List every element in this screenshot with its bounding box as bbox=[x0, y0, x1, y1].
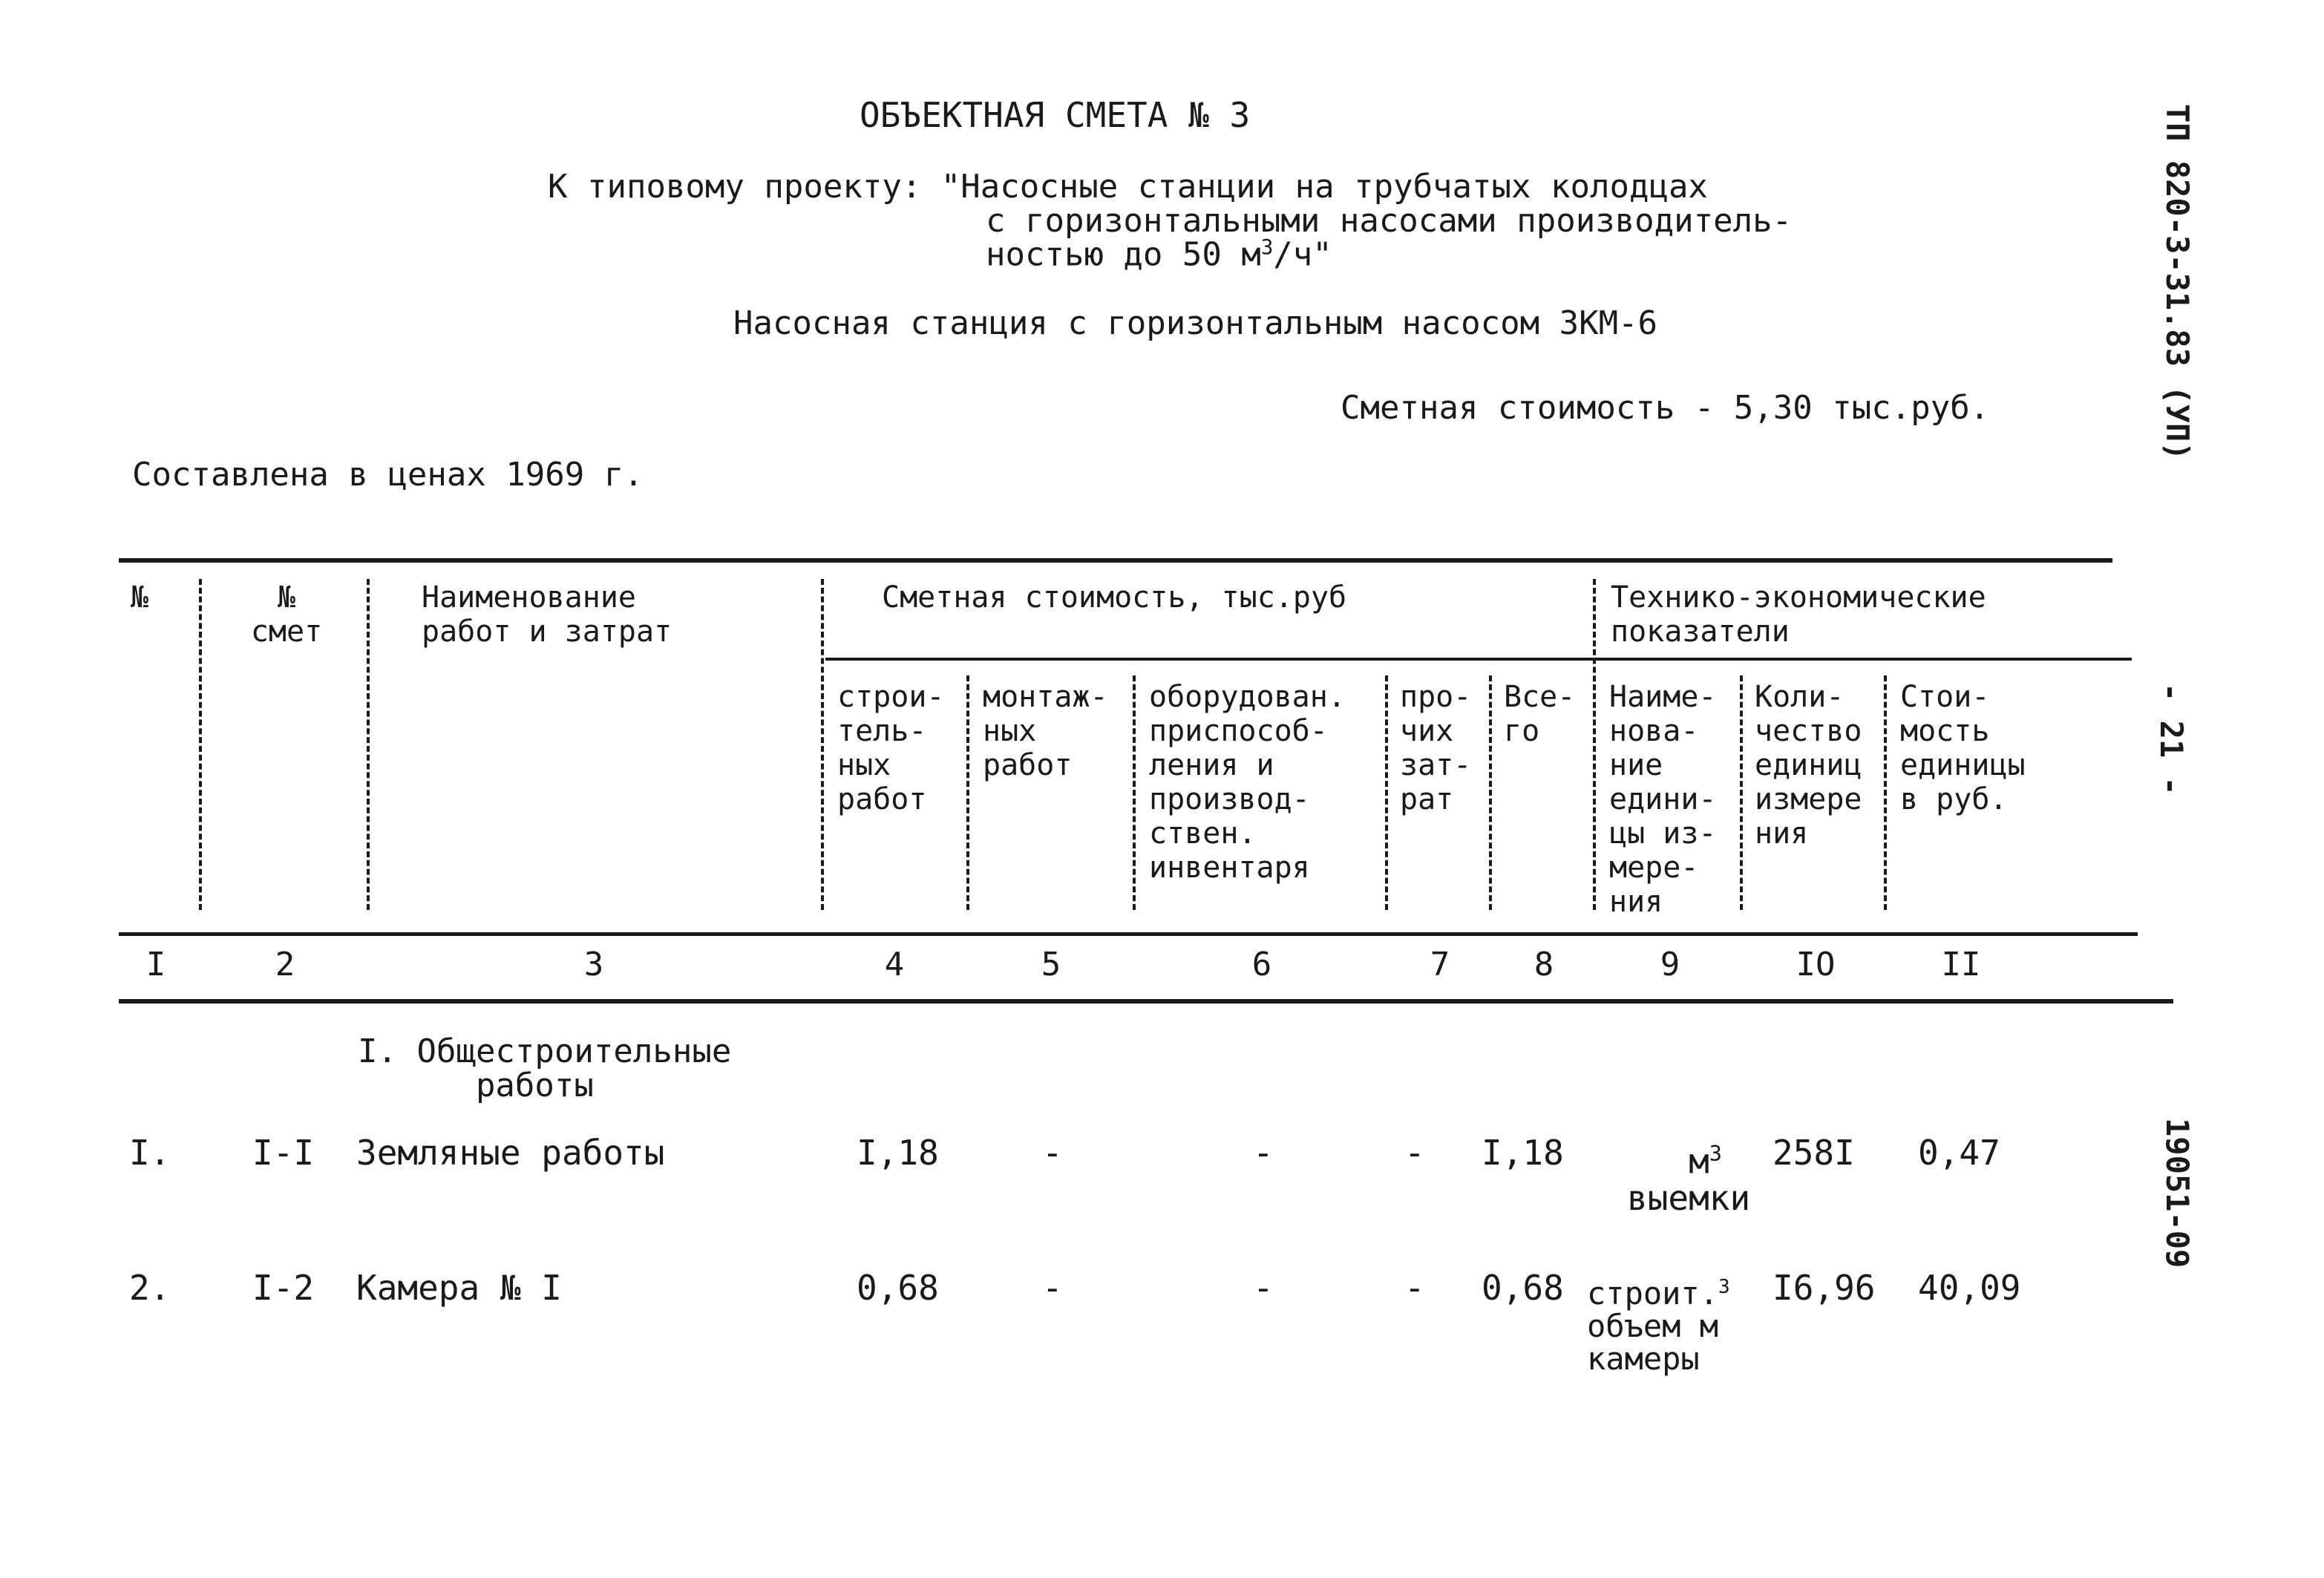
row-equipment: - bbox=[1253, 1268, 1274, 1308]
row-quantity: I6,96 bbox=[1773, 1268, 1876, 1308]
divider-col4 bbox=[966, 675, 969, 910]
header-unit-name: Наиме- нова- ние едини- цы из- мере- ния bbox=[1609, 680, 1717, 919]
header-number: № bbox=[131, 580, 149, 615]
header-quantity: Коли- чество единиц измере ния bbox=[1755, 680, 1862, 851]
column-number-6: 6 bbox=[1251, 946, 1272, 983]
divider-col6 bbox=[1385, 675, 1388, 910]
row-installation: - bbox=[1042, 1268, 1063, 1308]
row-estimate: I-I bbox=[252, 1133, 315, 1173]
row-quantity: 258I bbox=[1773, 1133, 1855, 1173]
row-number: 2. bbox=[129, 1268, 171, 1308]
row-total: I,18 bbox=[1482, 1133, 1564, 1173]
header-estimated-cost-group: Сметная стоимость, тыс.руб bbox=[882, 580, 1347, 615]
project-line-3: ностью до 50 $м^3/ч$" bbox=[986, 235, 1332, 274]
estimated-cost: Сметная стоимость - 5,30 тыс.руб. bbox=[1341, 389, 1990, 427]
row-total: 0,68 bbox=[1482, 1268, 1564, 1308]
header-equipment: оборудован. приспособ- ления и производ- ствен. инвентаря bbox=[1149, 680, 1346, 885]
divider-col5 bbox=[1133, 675, 1136, 910]
column-number-5: 5 bbox=[1041, 946, 1061, 983]
row-work-name: Камера № I bbox=[356, 1268, 562, 1308]
row-construction: I,18 bbox=[857, 1133, 939, 1173]
header-total: Все- го bbox=[1504, 680, 1576, 748]
row-installation: - bbox=[1042, 1133, 1063, 1173]
numbers-bottom-rule bbox=[119, 999, 2173, 1004]
divider-col1 bbox=[199, 579, 202, 910]
row-other: - bbox=[1404, 1268, 1425, 1308]
table-top-rule bbox=[119, 558, 2112, 563]
divider-col8 bbox=[1593, 579, 1596, 910]
divider-col10 bbox=[1884, 675, 1887, 910]
column-number-9: 9 bbox=[1660, 946, 1680, 983]
header-unit-cost: Стои- мость единицы в руб. bbox=[1900, 680, 2026, 816]
header-installation: монтаж- ных работ bbox=[983, 680, 1108, 782]
row-estimate: I-2 bbox=[252, 1268, 315, 1308]
station-subtitle: Насосная станция с горизонтальным насосом 3КМ-6 bbox=[733, 304, 1658, 342]
project-line-1: К типовому проекту: "Насосные станции на трубчатых колодцах bbox=[548, 168, 1708, 206]
column-number-10: IO bbox=[1796, 946, 1836, 983]
column-number-11: II bbox=[1941, 946, 1981, 983]
divider-col7 bbox=[1489, 675, 1492, 910]
column-number-8: 8 bbox=[1533, 946, 1554, 983]
section-heading: I. Общестроительные работы bbox=[358, 1032, 732, 1104]
document-title: ОБЪЕКТНАЯ СМЕТА № 3 bbox=[860, 95, 1251, 135]
row-unit-cost: 0,47 bbox=[1918, 1133, 2000, 1173]
divider-col2 bbox=[367, 579, 370, 910]
row-unit: строит.$^3$ объем м камеры bbox=[1587, 1275, 1730, 1377]
header-other: про- чих зат- рат bbox=[1400, 680, 1472, 816]
header-work-name: Наименование работ и затрат bbox=[422, 580, 672, 649]
row-construction: 0,68 bbox=[857, 1268, 939, 1308]
row-unit: $м^3$ выемки bbox=[1627, 1141, 1751, 1219]
column-number-3: 3 bbox=[583, 946, 604, 983]
project-line-2: с горизонтальными насосами производитель- bbox=[986, 202, 1793, 240]
price-basis: Составлена в ценах 1969 г. bbox=[132, 456, 644, 494]
divider-col9 bbox=[1740, 675, 1743, 910]
column-number-4: 4 bbox=[884, 946, 905, 983]
row-number: I. bbox=[129, 1133, 171, 1173]
header-estimate-number: № смет bbox=[250, 580, 323, 649]
row-work-name: Земляные работы bbox=[356, 1133, 665, 1173]
header-group-rule bbox=[825, 658, 2132, 661]
row-equipment: - bbox=[1253, 1133, 1274, 1173]
header-bottom-rule bbox=[119, 932, 2138, 936]
column-number-7: 7 bbox=[1430, 946, 1450, 983]
page-number: - 21 - bbox=[2153, 683, 2190, 796]
divider-col3 bbox=[821, 579, 824, 910]
header-tech-economic-group: Технико-экономические показатели bbox=[1611, 580, 1986, 649]
header-construction: строи- тель- ных работ bbox=[837, 680, 945, 816]
row-other: - bbox=[1404, 1133, 1425, 1173]
document-code: ТП 820-3-31.83 (УП) bbox=[2159, 104, 2196, 461]
column-number-1: I bbox=[145, 946, 166, 983]
row-unit-cost: 40,09 bbox=[1918, 1268, 2021, 1308]
column-number-2: 2 bbox=[275, 946, 295, 983]
inventory-number: 19051-09 bbox=[2159, 1118, 2196, 1268]
